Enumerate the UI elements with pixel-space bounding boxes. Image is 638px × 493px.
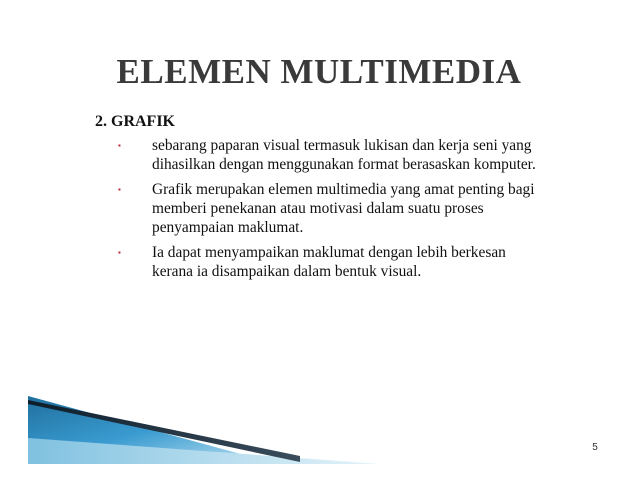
bullet-line: Grafik merupakan elemen multimedia yang amat penting bagi bbox=[152, 181, 535, 198]
square-bullet-icon: ▪ bbox=[118, 248, 121, 257]
square-bullet-icon: ▪ bbox=[118, 141, 121, 150]
bullet-list bbox=[120, 136, 580, 287]
bullet-item-3 bbox=[120, 243, 580, 281]
page-number: 5 bbox=[592, 442, 598, 453]
bullet-item-2 bbox=[120, 180, 580, 237]
square-bullet-icon: ▪ bbox=[118, 185, 121, 194]
bullet-line: penyampaian maklumat. bbox=[152, 219, 304, 236]
section-heading: 2. GRAFIK bbox=[95, 113, 175, 130]
bullet-line: memberi penekanan atau motivasi dalam suatu proses bbox=[152, 200, 484, 217]
bullet-item-1 bbox=[120, 136, 580, 174]
swoosh-decoration bbox=[0, 390, 380, 470]
bullet-line: dihasilkan dengan menggunakan format berasaskan komputer. bbox=[152, 156, 536, 173]
bullet-line: Ia dapat menyampaikan maklumat dengan lebih berkesan bbox=[152, 244, 506, 261]
bullet-line: kerana ia disampaikan dalam bentuk visual. bbox=[152, 263, 422, 280]
bullet-line: sebarang paparan visual termasuk lukisan dan kerja seni yang bbox=[152, 137, 532, 154]
page-title: ELEMEN MULTIMEDIA bbox=[116, 52, 522, 91]
